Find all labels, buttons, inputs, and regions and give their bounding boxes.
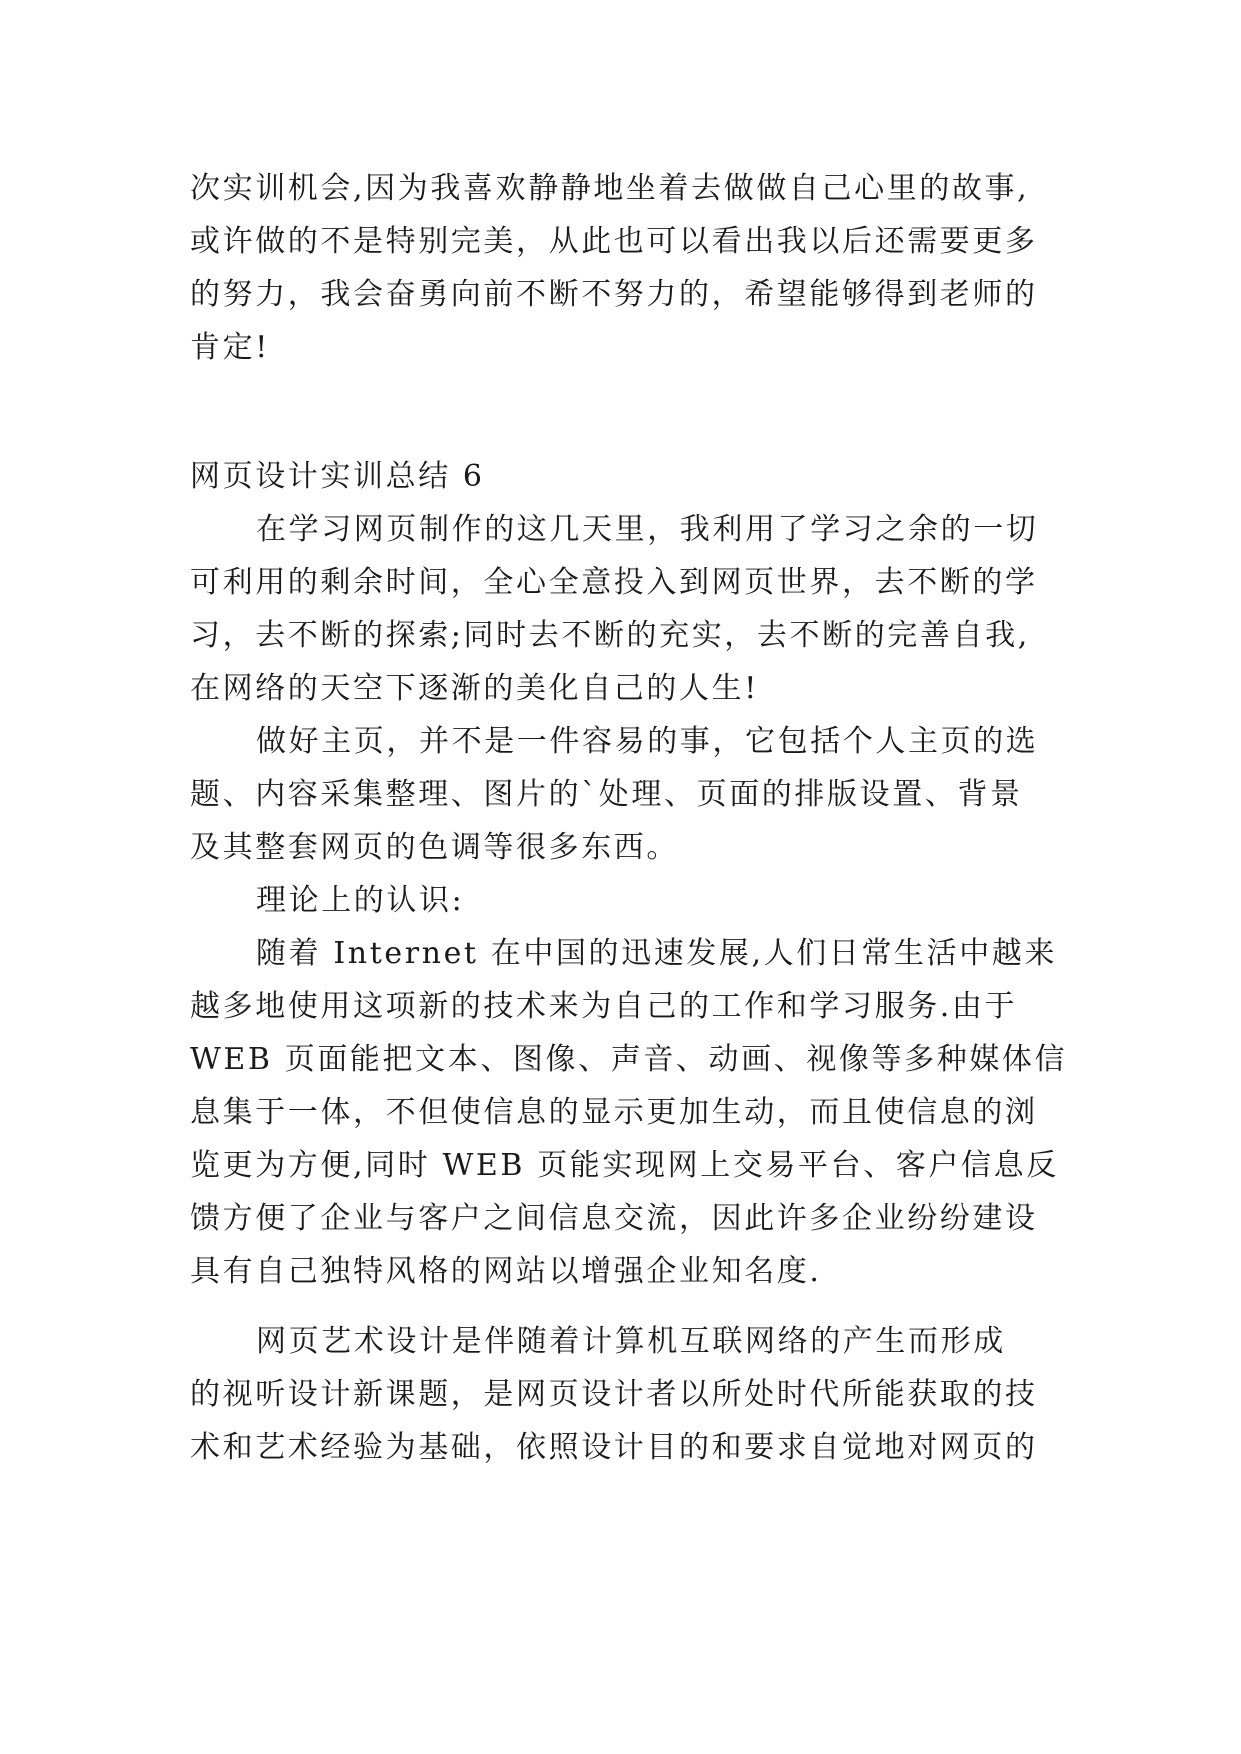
paragraph-line: 在学习网页制作的这几天里，我利用了学习之余的一切	[256, 512, 1039, 547]
paragraph-line: 随着 Internet 在中国的迅速发展,人们日常生活中越来	[256, 936, 1058, 971]
paragraph-line: 的努力，我会奋勇向前不断不努力的，希望能够得到老师的	[190, 277, 1038, 312]
paragraph-line: 或许做的不是特别完美，从此也可以看出我以后还需要更多	[190, 224, 1038, 259]
paragraph-line: 可利用的剩余时间，全心全意投入到网页世界，去不断的学	[190, 565, 1038, 600]
paragraph-line: 的视听设计新课题，是网页设计者以所处时代所能获取的技	[190, 1377, 1038, 1412]
section-heading: 网页设计实训总结 6	[190, 459, 485, 494]
paragraph-line: 及其整套网页的色调等很多东西。	[190, 830, 679, 865]
paragraph-line: 在网络的天空下逐渐的美化自己的人生!	[190, 671, 759, 706]
paragraph-line: 越多地使用这项新的技术来为自己的工作和学习服务.由于	[190, 989, 1018, 1024]
paragraph-line: 馈方便了企业与客户之间信息交流，因此许多企业纷纷建设	[190, 1201, 1038, 1236]
paragraph-line: 题、内容采集整理、图片的`处理、页面的排版设置、背景	[190, 777, 1023, 812]
paragraph-line: 做好主页，并不是一件容易的事，它包括个人主页的选	[256, 724, 1039, 759]
paragraph-line: 理论上的认识:	[256, 883, 465, 918]
paragraph-line: 具有自己独特风格的网站以增强企业知名度.	[190, 1254, 822, 1289]
paragraph-line: 习，去不断的探索;同时去不断的充实，去不断的完善自我,	[190, 618, 1030, 653]
paragraph-line: 息集于一体，不但使信息的显示更加生动，而且使信息的浏	[190, 1095, 1038, 1130]
paragraph-line: 术和艺术经验为基础，依照设计目的和要求自觉地对网页的	[190, 1430, 1038, 1465]
paragraph-line: 网页艺术设计是伴随着计算机互联网络的产生而形成	[256, 1324, 1006, 1359]
paragraph-line: 次实训机会,因为我喜欢静静地坐着去做做自己心里的故事,	[190, 171, 1030, 206]
paragraph-line: WEB 页面能把文本、图像、声音、动画、视像等多种媒体信	[190, 1042, 1068, 1077]
paragraph-line: 肯定!	[190, 330, 270, 365]
paragraph-line: 览更为方便,同时 WEB 页能实现网上交易平台、客户信息反	[190, 1148, 1059, 1183]
